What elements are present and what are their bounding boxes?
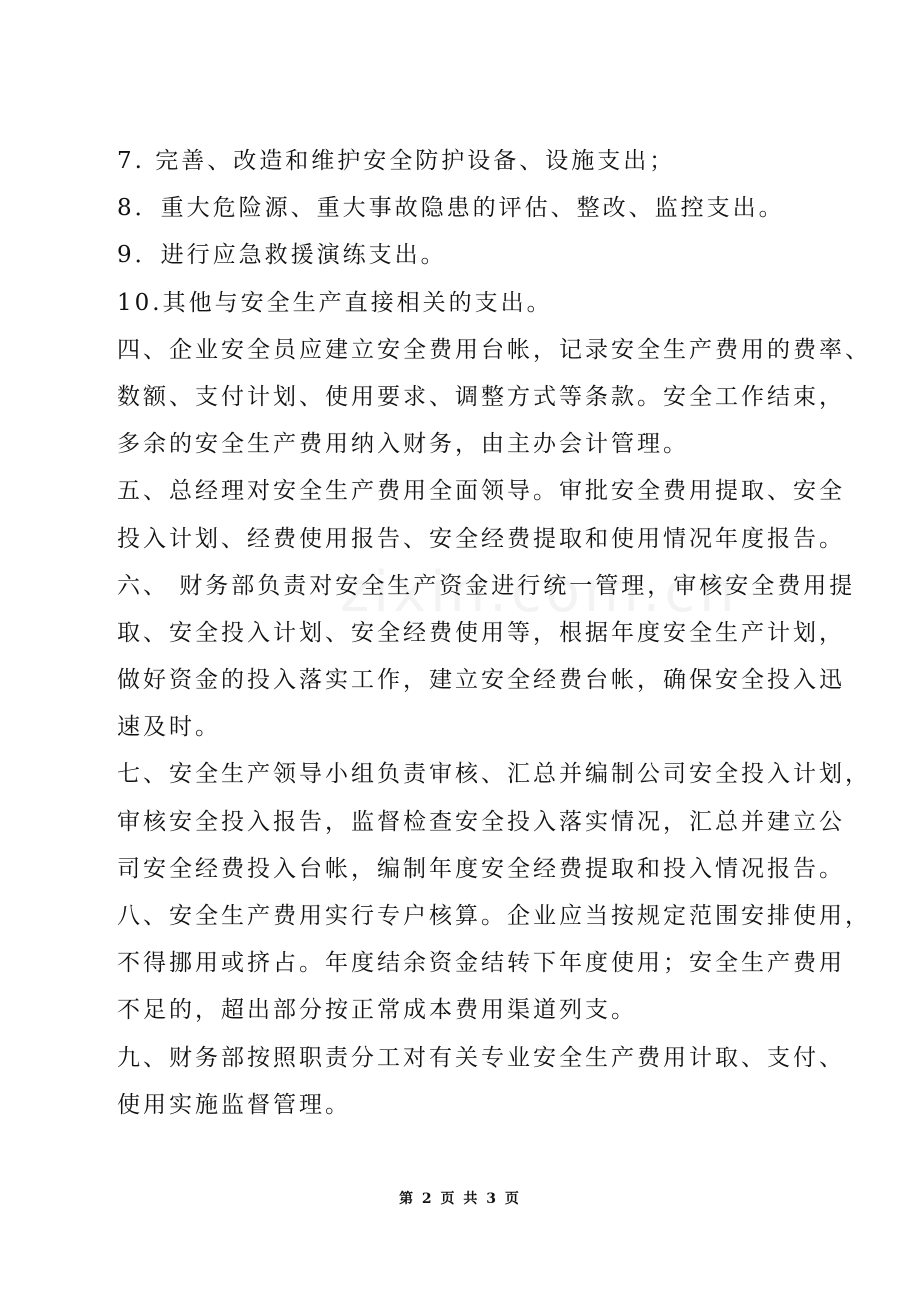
text-line: 七、安全生产领导小组负责审核、汇总并编制公司安全投入计划， <box>117 761 871 788</box>
text-line: 九、财务部按照职责分工对有关专业安全生产费用计取、支付、 <box>117 1044 845 1071</box>
text-line: 司安全经费投入台帐，编制年度安全经费提取和投入情况报告。 <box>117 855 845 882</box>
text-line: 投入计划、经费使用报告、安全经费提取和使用情况年度报告。 <box>117 525 845 552</box>
text-line: 八、安全生产费用实行专户核算。企业应当按规定范围安排使用， <box>117 903 871 929</box>
text-line: 不足的，超出部分按正常成本费用渠道列支。 <box>117 997 637 1024</box>
text-line: 做好资金的投入落实工作，建立安全经费台帐，确保安全投入迅 <box>117 667 845 694</box>
text-line: 多余的安全生产费用纳入财务，由主办会计管理。 <box>117 431 689 458</box>
text-line: 数额、支付计划、使用要求、调整方式等条款。安全工作结束， <box>117 383 845 410</box>
text-line: 7. 完善、改造和维护安全防护设备、设施支出； <box>117 148 676 174</box>
text-line: 8．重大危险源、重大事故隐患的评估、整改、监控支出。 <box>117 195 785 222</box>
text-line: 取、安全投入计划、安全经费使用等，根据年度安全生产计划， <box>117 619 845 646</box>
text-line: 使用实施监督管理。 <box>117 1091 351 1118</box>
text-line: 四、企业安全员应建立安全费用台帐，记录安全生产费用的费率、 <box>117 336 871 363</box>
text-line: 五、总经理对安全生产费用全面领导。审批安全费用提取、安全 <box>117 478 845 505</box>
page-number: 第 2 页 共 3 页 <box>399 1191 521 1207</box>
text-line: 六、 财务部负责对安全生产资金进行统一管理，审核安全费用提 <box>117 572 856 599</box>
text-line: 9．进行应急救援演练支出。 <box>117 242 447 269</box>
text-line: 10.其他与安全生产直接相关的支出。 <box>117 289 553 316</box>
text-line: 不得挪用或挤占。年度结余资金结转下年度使用；安全生产费用 <box>117 950 845 977</box>
text-line: 审核安全投入报告，监督检查安全投入落实情况，汇总并建立公 <box>117 808 845 835</box>
document-body <box>117 138 871 1129</box>
text-line: 速及时。 <box>117 714 221 741</box>
